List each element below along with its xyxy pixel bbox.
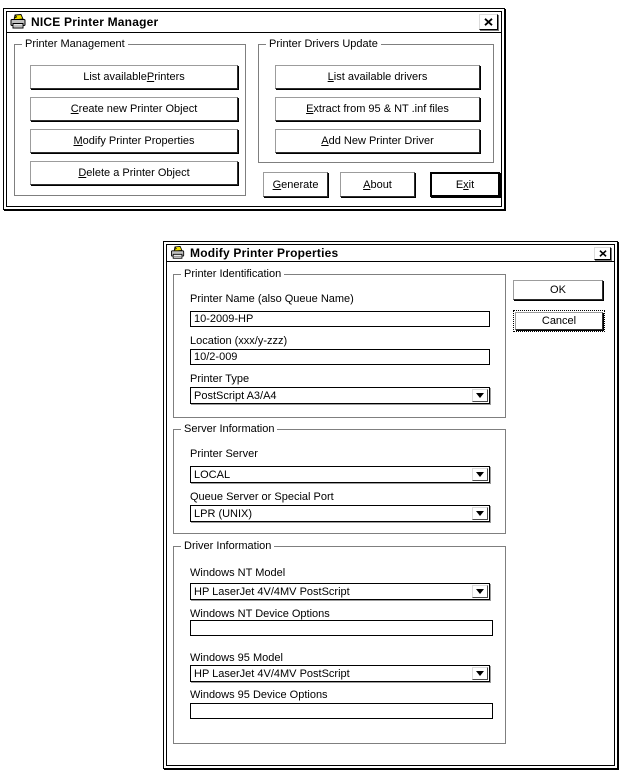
group-label-printer-management: Printer Management bbox=[22, 38, 128, 50]
generate-button[interactable]: G enerate bbox=[263, 172, 328, 197]
group-label-server-information: Server Information bbox=[181, 423, 277, 435]
about-button[interactable]: A bout bbox=[340, 172, 415, 197]
queue-server-select[interactable] bbox=[190, 505, 490, 522]
group-printer-drivers-update bbox=[258, 38, 494, 163]
group-driver-information bbox=[173, 540, 506, 744]
printer-app-icon bbox=[10, 14, 27, 30]
windows-nt-model-select[interactable] bbox=[190, 583, 490, 600]
printer-type-select[interactable] bbox=[190, 387, 490, 404]
delete-a-printer-object-button[interactable]: D elete a Printer Object bbox=[30, 161, 238, 185]
window-title: NICE Printer Manager bbox=[31, 15, 159, 29]
windows-95-device-options-label: Windows 95 Device Options bbox=[190, 689, 328, 701]
windows-nt-device-options-label: Windows NT Device Options bbox=[190, 608, 330, 620]
windows-nt-model-value: HP LaserJet 4V/4MV PostScript bbox=[194, 585, 350, 598]
printer-name-label: Printer Name (also Queue Name) bbox=[190, 293, 354, 305]
location-input[interactable] bbox=[190, 349, 490, 365]
printer-type-label: Printer Type bbox=[190, 373, 250, 385]
dropdown-arrow-icon[interactable] bbox=[472, 585, 488, 598]
group-printer-management bbox=[14, 38, 246, 196]
close-button[interactable] bbox=[594, 247, 611, 260]
dropdown-arrow-icon[interactable] bbox=[472, 468, 488, 481]
group-printer-identification bbox=[173, 268, 506, 418]
windows-95-device-options-input[interactable] bbox=[190, 703, 493, 719]
group-label-printer-drivers-update: Printer Drivers Update bbox=[266, 38, 381, 50]
titlebar[interactable] bbox=[167, 245, 614, 262]
printer-server-select[interactable] bbox=[190, 466, 490, 483]
cancel-button[interactable]: Cancel bbox=[515, 312, 603, 330]
window-frame bbox=[6, 11, 502, 207]
create-new-printer-object-button[interactable]: C reate new Printer Object bbox=[30, 97, 238, 121]
modify-printer-properties-button[interactable]: M odify Printer Properties bbox=[30, 129, 238, 153]
printer-server-value: LOCAL bbox=[194, 468, 231, 481]
cancel-button-focus-ring bbox=[513, 310, 605, 332]
close-icon bbox=[484, 18, 493, 26]
close-button[interactable] bbox=[479, 14, 498, 30]
group-label-driver-information: Driver Information bbox=[181, 540, 274, 552]
add-new-printer-driver-button[interactable]: A dd New Printer Driver bbox=[275, 129, 480, 153]
printer-type-value: PostScript A3/A4 bbox=[194, 389, 277, 402]
windows-nt-device-options-input[interactable] bbox=[190, 620, 493, 636]
close-icon bbox=[599, 250, 607, 257]
printer-server-label: Printer Server bbox=[190, 448, 258, 460]
exit-button[interactable]: E x it bbox=[430, 172, 500, 197]
printer-app-icon bbox=[170, 246, 186, 260]
dropdown-arrow-icon[interactable] bbox=[472, 389, 488, 402]
titlebar[interactable] bbox=[7, 12, 501, 33]
window-modify-printer-properties bbox=[163, 241, 618, 769]
list-available-printers-button[interactable]: List available P rinters bbox=[30, 65, 238, 89]
windows-95-model-value: HP LaserJet 4V/4MV PostScript bbox=[194, 667, 350, 680]
dropdown-arrow-icon[interactable] bbox=[472, 667, 488, 680]
group-label-printer-identification: Printer Identification bbox=[181, 268, 284, 280]
windows-nt-model-label: Windows NT Model bbox=[190, 567, 286, 579]
queue-server-label: Queue Server or Special Port bbox=[190, 491, 334, 503]
dropdown-arrow-icon[interactable] bbox=[472, 507, 488, 520]
list-available-drivers-button[interactable]: L ist available drivers bbox=[275, 65, 480, 89]
extract-inf-files-button[interactable]: E xtract from 95 & NT .inf files bbox=[275, 97, 480, 121]
group-server-information bbox=[173, 423, 506, 534]
queue-server-value: LPR (UNIX) bbox=[194, 507, 253, 520]
window-title: Modify Printer Properties bbox=[190, 246, 339, 260]
window-frame bbox=[166, 244, 615, 766]
windows-95-model-select[interactable] bbox=[190, 665, 490, 682]
windows-95-model-label: Windows 95 Model bbox=[190, 652, 283, 664]
location-label: Location (xxx/y-zzz) bbox=[190, 335, 288, 347]
printer-name-input[interactable] bbox=[190, 311, 490, 327]
window-nice-printer-manager bbox=[3, 8, 505, 210]
ok-button[interactable]: OK bbox=[513, 280, 603, 300]
